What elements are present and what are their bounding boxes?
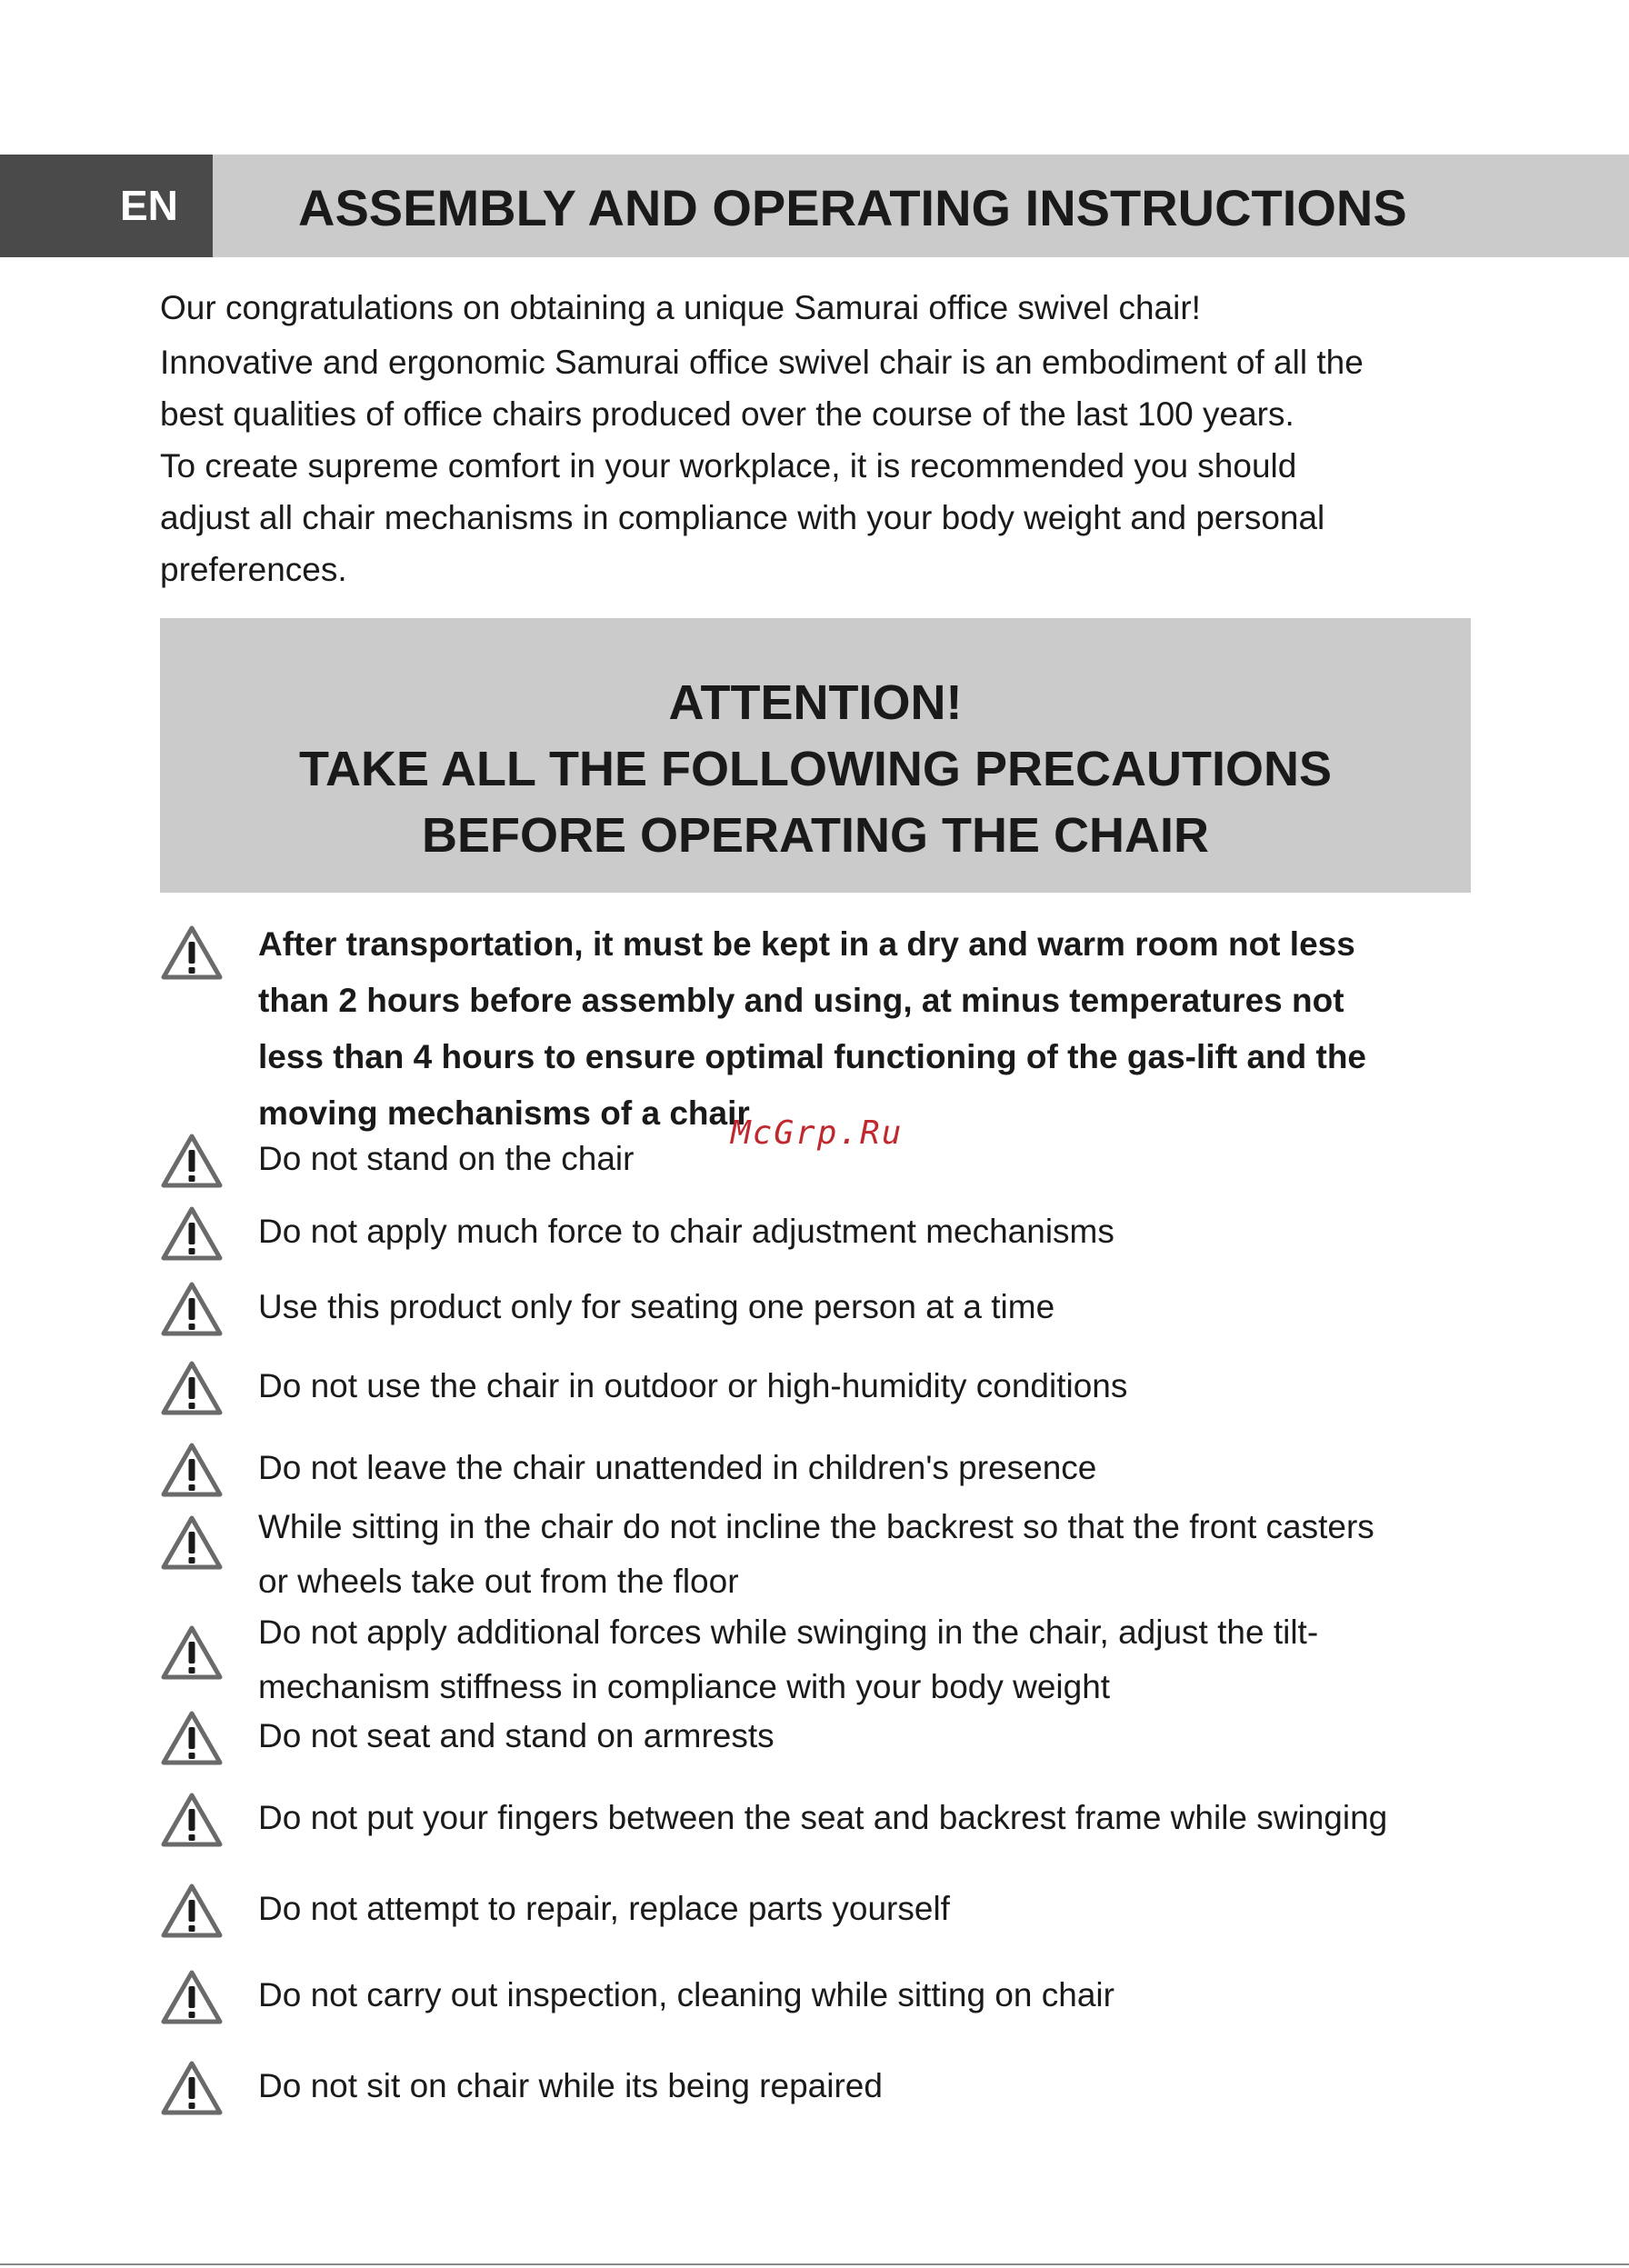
watermark: McGrp.Ru — [731, 1114, 904, 1152]
warning-line: Do not carry out inspection, cleaning while sitting on chair — [258, 1976, 1114, 2013]
warning-text — [258, 1132, 634, 1186]
warning-triangle-icon — [160, 1204, 224, 1263]
intro-text — [160, 282, 1487, 595]
warning-triangle-icon — [160, 1624, 224, 1682]
warning-line: Do not apply additional forces while swinging in the chair, adjust the tilt- — [258, 1614, 1319, 1651]
warning-text — [258, 1280, 1054, 1334]
intro-line: Innovative and ergonomic Samurai office swivel chair is an embodiment of all the — [160, 344, 1364, 381]
warning-text — [258, 1709, 775, 1763]
warning-line: Do not seat and stand on armrests — [258, 1717, 775, 1754]
warning-triangle-icon — [160, 1968, 224, 2026]
warning-text — [258, 1882, 950, 1936]
warning-text — [258, 916, 1366, 1142]
intro-line: best qualities of office chairs produced over the course of the last 100 years. — [160, 395, 1294, 433]
warning-line: moving mechanisms of a chair — [258, 1094, 750, 1132]
warning-text — [258, 1968, 1114, 2023]
warning-text — [258, 1204, 1114, 1259]
warning-line: Do not stand on the chair — [258, 1140, 635, 1177]
intro-line: preferences. — [160, 551, 347, 588]
warning-line: mechanism stiffness in compliance with your body weight — [258, 1668, 1111, 1705]
attention-subheading: TAKE ALL THE FOLLOWING PRECAUTIONS — [299, 742, 1332, 796]
language-tab: EN — [0, 155, 213, 257]
warning-line: Do not apply much force to chair adjustment mechanisms — [258, 1213, 1114, 1250]
warning-triangle-icon — [160, 1709, 224, 1767]
warning-line: Do not leave the chair unattended in children's presence — [258, 1449, 1097, 1486]
warning-triangle-icon — [160, 2059, 224, 2117]
warning-text — [258, 1605, 1318, 1714]
header-bar — [0, 155, 1629, 257]
warning-triangle-icon — [160, 1132, 224, 1190]
warning-text — [258, 1791, 1387, 1845]
warning-triangle-icon — [160, 1514, 224, 1572]
intro-line: To create supreme comfort in your workplace, it is recommended you should — [160, 447, 1297, 485]
intro-line: Our congratulations on obtaining a unique Samurai office swivel chair! — [160, 289, 1201, 326]
warning-line: than 2 hours before assembly and using, at minus temperatures not — [258, 982, 1344, 1019]
warning-triangle-icon — [160, 1359, 224, 1417]
warning-triangle-icon — [160, 924, 224, 982]
warning-line: While sitting in the chair do not incline the backrest so that the front casters — [258, 1508, 1374, 1545]
warning-text — [258, 1500, 1374, 1609]
bottom-rule — [0, 2263, 1629, 2265]
intro-line: adjust all chair mechanisms in compliance with your body weight and personal — [160, 499, 1325, 536]
document-title: ASSEMBLY AND OPERATING INSTRUCTIONS — [298, 179, 1407, 236]
warning-line: Do not attempt to repair, replace parts yourself — [258, 1890, 950, 1927]
attention-subheading: BEFORE OPERATING THE CHAIR — [421, 808, 1210, 863]
warning-triangle-icon — [160, 1791, 224, 1849]
attention-heading: ATTENTION! — [668, 675, 963, 730]
warning-line: Do not put your fingers between the seat and backrest frame while swinging — [258, 1799, 1388, 1836]
warning-line: Use this product only for seating one person at a time — [258, 1288, 1055, 1325]
warning-line: After transportation, it must be kept in a dry and warm room not less — [258, 925, 1355, 963]
warning-triangle-icon — [160, 1882, 224, 1940]
warning-triangle-icon — [160, 1441, 224, 1499]
warning-text — [258, 1359, 1127, 1414]
warning-line: or wheels take out from the floor — [258, 1563, 739, 1600]
warning-line: Do not use the chair in outdoor or high-humidity conditions — [258, 1367, 1128, 1404]
warning-line: Do not sit on chair while its being repaired — [258, 2067, 883, 2104]
warning-line: less than 4 hours to ensure optimal functioning of the gas-lift and the — [258, 1038, 1367, 1075]
warning-text — [258, 1441, 1096, 1495]
warning-text — [258, 2059, 883, 2113]
attention-box — [160, 618, 1471, 893]
warning-triangle-icon — [160, 1280, 224, 1338]
